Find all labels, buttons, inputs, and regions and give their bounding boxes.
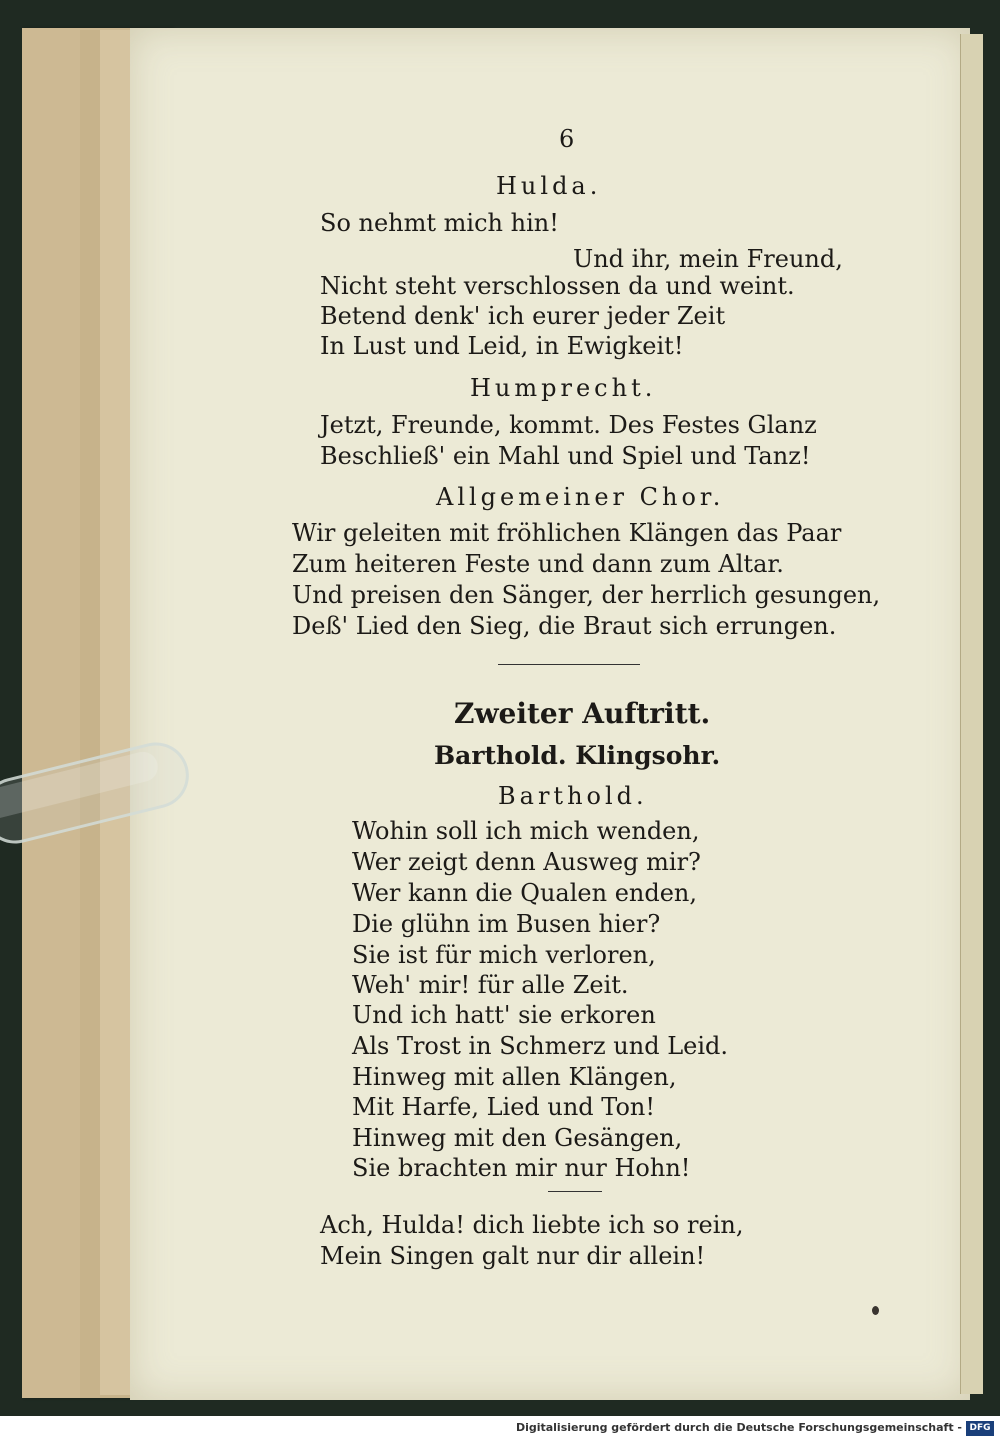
verse-line: Nicht steht verschlossen da und weint. [320, 272, 795, 300]
verse-line: Mit Harfe, Lied und Ton! [352, 1093, 655, 1121]
verse-line: Sie ist für mich verloren, [352, 941, 656, 969]
ink-spot [872, 1306, 879, 1315]
verse-line: Zum heiteren Feste und dann zum Altar. [292, 550, 784, 578]
footer-bar [0, 1416, 1000, 1442]
speaker-name: Hulda. [496, 172, 602, 200]
dfg-logo: DFG [966, 1421, 994, 1436]
scene-characters: Barthold. Klingsohr. [434, 741, 721, 770]
verse-line: Sie brachten mir nur Hohn! [352, 1154, 691, 1182]
verse-line: Hinweg mit allen Klängen, [352, 1063, 677, 1091]
footer-text: Digitalisierung gefördert durch die Deutsche Forschungsgemeinschaft - [515, 1421, 962, 1434]
verse-line: Und ich hatt' sie erkoren [352, 1001, 656, 1029]
scene-heading: Zweiter Auftritt. [454, 697, 711, 730]
verse-line: So nehmt mich hin! [320, 209, 559, 237]
verse-line: Ach, Hulda! dich liebte ich so rein, [320, 1211, 744, 1239]
verse-line: Und preisen den Sänger, der herrlich gesungen, [292, 581, 881, 609]
verse-line: Weh' mir! für alle Zeit. [352, 971, 629, 999]
verse-line: Betend denk' ich eurer jeder Zeit [320, 302, 726, 330]
verse-line: Wer zeigt denn Ausweg mir? [352, 848, 701, 876]
verse-line: Wohin soll ich mich wenden, [352, 817, 700, 845]
speaker-name: Humprecht. [470, 374, 657, 402]
verse-line: Hinweg mit den Gesängen, [352, 1124, 683, 1152]
verse-line: Beschließ' ein Mahl und Spiel und Tanz! [320, 442, 811, 470]
verse-line: Jetzt, Freunde, kommt. Des Festes Glanz [320, 411, 817, 439]
verse-line: Und ihr, mein Freund, [573, 245, 843, 273]
speaker-name: Allgemeiner Chor. [436, 483, 725, 511]
verse-line: Als Trost in Schmerz und Leid. [352, 1032, 728, 1060]
verse-line: Mein Singen galt nur dir allein! [320, 1242, 706, 1270]
verse-line: Wir geleiten mit fröhlichen Klängen das Paar [292, 519, 842, 547]
page-number: 6 [559, 125, 575, 153]
section-divider [548, 1191, 602, 1192]
verse-line: In Lust und Leid, in Ewigkeit! [320, 332, 684, 360]
facing-page-edge [960, 34, 983, 1394]
verse-line: Deß' Lied den Sieg, die Braut sich errungen. [292, 612, 837, 640]
verse-line: Die glühn im Busen hier? [352, 910, 661, 938]
speaker-name: Barthold. [498, 782, 648, 810]
verse-line: Wer kann die Qualen enden, [352, 879, 697, 907]
section-divider [498, 664, 640, 665]
